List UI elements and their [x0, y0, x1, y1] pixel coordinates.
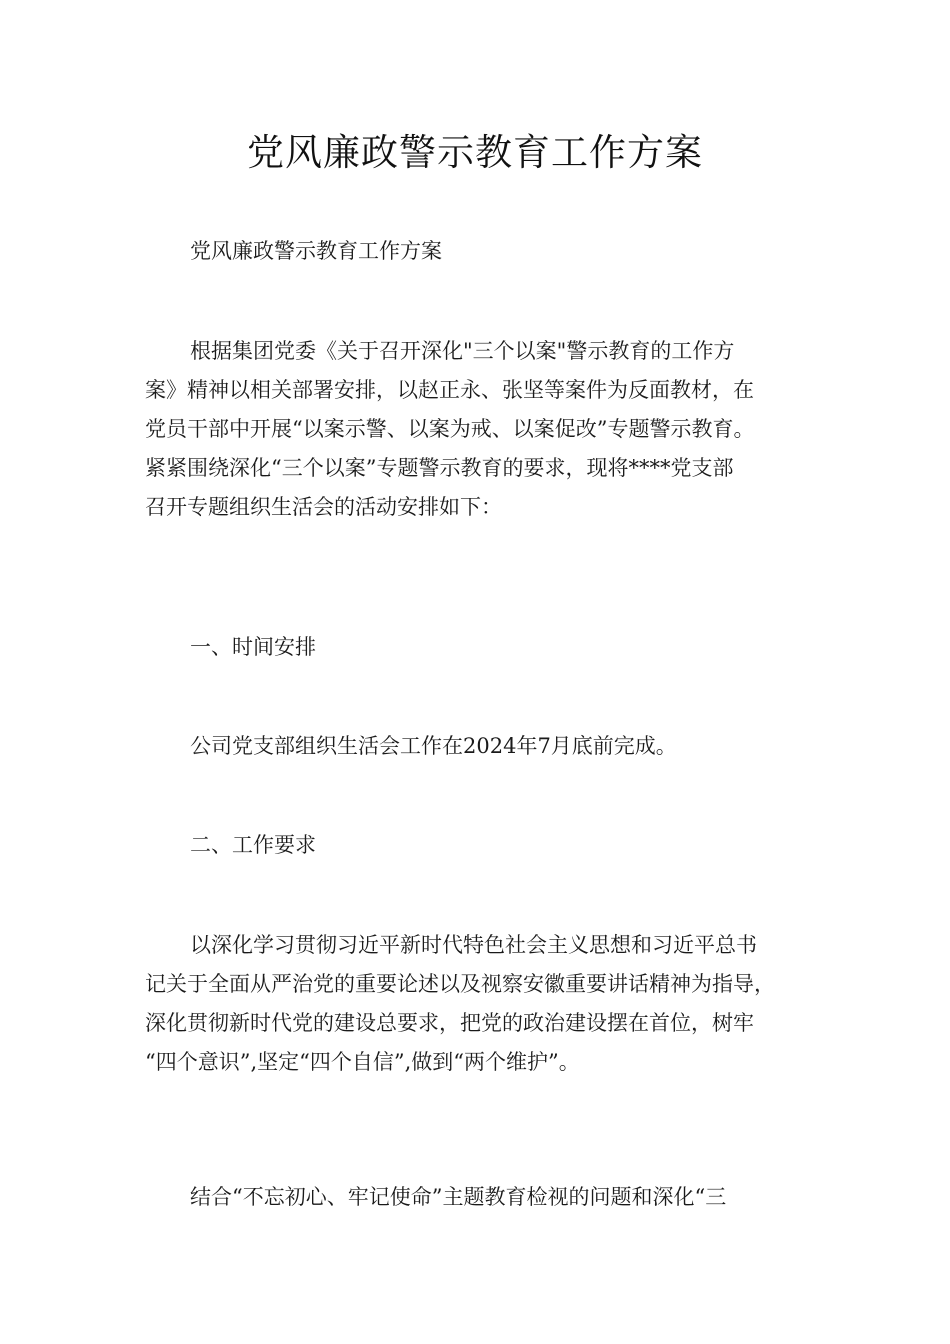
paragraph-line: 党员干部中开展“以案示警、以案为戒、以案促改”专题警示教育。 — [145, 417, 755, 441]
heading-text: 一、时间安排 — [190, 635, 316, 659]
paragraph-line: 记关于全面从严治党的重要论述以及视察安徽重要讲话精神为指导， — [145, 972, 775, 996]
paragraph-line: 紧紧围绕深化“三个以案”专题警示教育的要求，现将****党支部 — [145, 456, 734, 480]
paragraph-combination — [145, 1178, 815, 1217]
paragraph-requirements — [145, 926, 815, 1082]
paragraph-line: 召开专题组织生活会的活动安排如下： — [145, 495, 502, 519]
subtitle-text: 党风廉政警示教育工作方案 — [190, 239, 442, 263]
paragraph-line: 根据集团党委《关于召开深化"三个以案"警示教育的工作方 — [190, 339, 735, 363]
section-heading-schedule — [145, 628, 815, 667]
paragraph-line: “四个意识”,坚定“四个自信”,做到“两个维护”。 — [145, 1050, 580, 1074]
paragraph-line: 案》精神以相关部署安排，以赵正永、张坚等案件为反面教材，在 — [145, 378, 754, 402]
paragraph-line: 以深化学习贯彻习近平新时代特色社会主义思想和习近平总书 — [190, 933, 757, 957]
paragraph-line: 公司党支部组织生活会工作在2024年7月底前完成。 — [190, 734, 677, 758]
subtitle — [145, 232, 815, 271]
paragraph-schedule — [145, 727, 815, 766]
paragraph-intro — [145, 332, 815, 527]
heading-text: 二、工作要求 — [190, 833, 316, 857]
document-title: 党风廉政警示教育工作方案 — [247, 131, 703, 174]
paragraph-line: 结合“不忘初心、牢记使命”主题教育检视的问题和深化“三 — [190, 1185, 727, 1209]
section-heading-requirements — [145, 826, 815, 865]
paragraph-line: 深化贯彻新时代党的建设总要求，把党的政治建设摆在首位，树牢 — [145, 1011, 754, 1035]
